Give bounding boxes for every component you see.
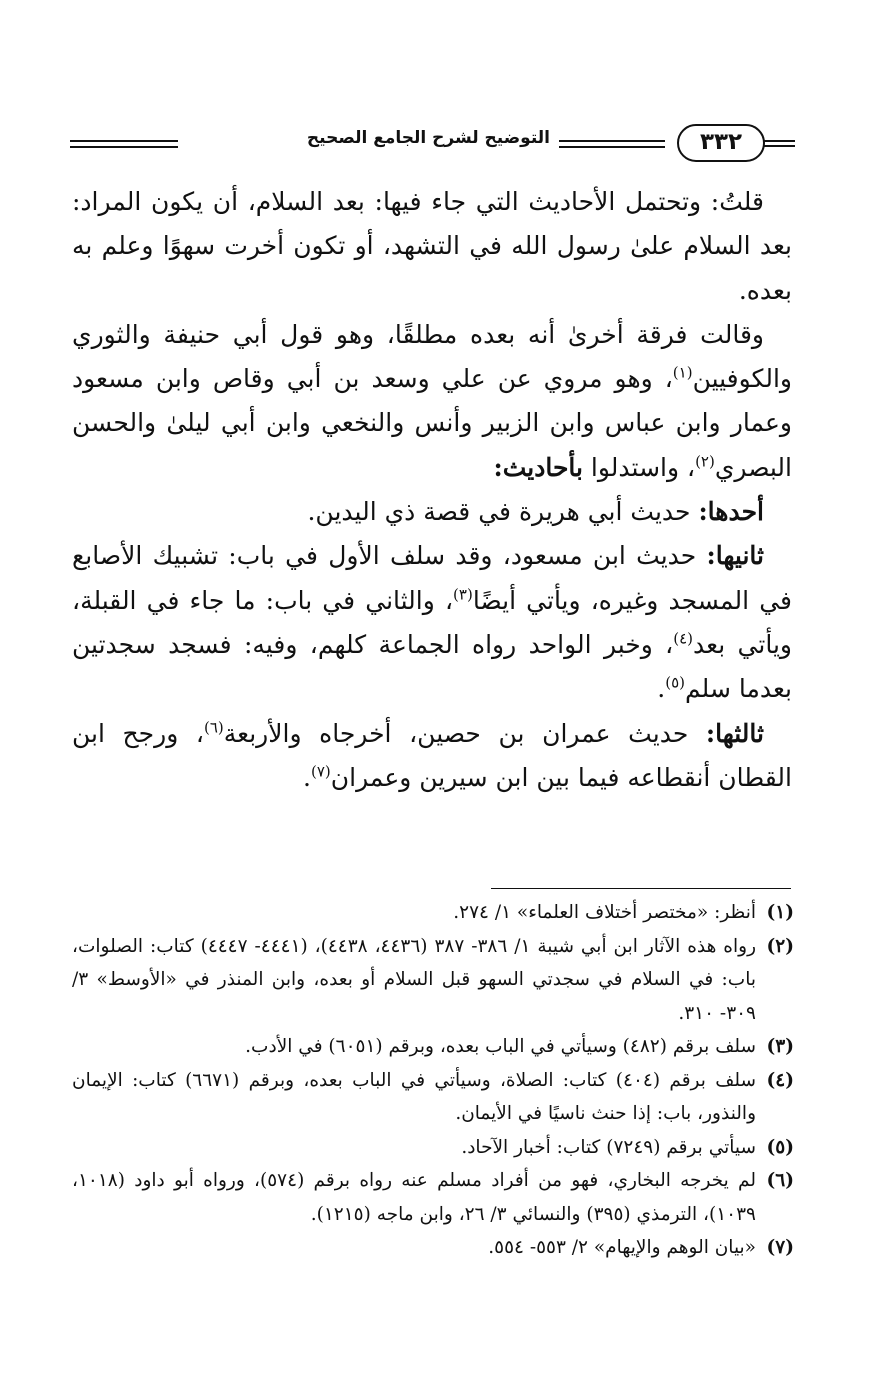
paragraph-5-text-c: .	[303, 762, 311, 792]
footnote-separator	[491, 888, 791, 889]
paragraph-5-text-b: ، ورجح ابن القطان أنقطاعه فيما بين ابن سيرين وعمران	[72, 718, 792, 792]
page-number: ٣٣٢	[677, 124, 765, 162]
page-header	[70, 122, 795, 168]
footnote-text: سيأتي برقم (٧٢٤٩) كتاب: أخبار الآحاد.	[461, 1136, 756, 1158]
footnote-number: (٦)	[766, 1170, 794, 1191]
paragraph-1: قلتُ: وتحتمل الأحاديث التي جاء فيها: بعد السلام، أن يكون المراد: بعد السلام علىٰ رسول الله في التشهد، أو تكون أخرت سهوًا وعلم به بعده.	[72, 187, 792, 305]
footnote-5	[72, 1131, 794, 1165]
footnote-4	[72, 1064, 794, 1131]
paragraph-2-text-b: ، وهو مروي عن علي وسعد بن أبي وقاص وابن مسعود وعمار وابن عباس وابن الزبير وأنس والنخعي وابن أبي ليلىٰ والحسن البصري	[72, 364, 792, 482]
footnote-7	[72, 1231, 794, 1265]
paragraph-5-lead: ثالثها:	[705, 718, 764, 748]
paragraph-3	[72, 490, 792, 534]
main-text	[72, 180, 792, 800]
paragraph-4-text-c: ، وخبر الواحد رواه الجماعة كلهم، وفيه: فسجد سجدتين بعدما سلم	[72, 629, 792, 704]
running-title: التوضيح لشرح الجامع الصحيح	[306, 128, 550, 148]
footnote-text: سلف برقم (٤٨٢) وسيأتي في الباب بعده، وبرقم (٦٠٥١) في الأدب.	[245, 1036, 756, 1057]
footnote-text: «بيان الوهم والإيهام» ٢/ ٥٥٣- ٥٥٤.	[488, 1237, 756, 1258]
footnote-ref-1[interactable]: (١)	[672, 363, 693, 382]
footnotes	[72, 896, 794, 1265]
paragraph-5	[72, 712, 792, 801]
paragraph-4-text-b: ، والثاني في باب: ما جاء في القبلة، ويأتي بعد	[72, 585, 792, 659]
footnote-6	[72, 1164, 794, 1231]
footnote-ref-5[interactable]: (٥)	[665, 673, 686, 692]
header-ornament-lead	[761, 140, 795, 147]
paragraph-2-text-c: ، واستدلوا	[582, 452, 696, 482]
header-rule-right	[559, 140, 665, 148]
paragraph-4	[72, 534, 792, 711]
footnote-number: (٥)	[766, 1136, 794, 1158]
footnote-ref-2[interactable]: (٢)	[695, 452, 715, 471]
paragraph-5-text-a: حديث عمران بن حصين، أخرجاه والأربعة	[223, 718, 706, 748]
footnote-3	[72, 1030, 794, 1064]
paragraph-2-text-a: وقالت فرقة أخرىٰ أنه بعده مطلقًا، وهو قول أبي حنيفة والثوري والكوفيين	[72, 319, 792, 394]
footnote-text: أنظر: «مختصر أختلاف العلماء» ١/ ٢٧٤.	[453, 902, 756, 923]
footnote-number: (٤)	[766, 1069, 794, 1091]
footnote-ref-6[interactable]: (٦)	[203, 718, 224, 737]
footnote-1	[72, 896, 794, 930]
footnote-number: (٣)	[766, 1036, 794, 1057]
paragraph-2-bold: بأحاديث:	[493, 452, 583, 482]
footnote-ref-4[interactable]: (٤)	[673, 629, 694, 648]
footnote-text: رواه هذه الآثار ابن أبي شيبة ١/ ٣٨٦- ٣٨٧ (٤٤٣٦، ٤٤٣٨)، (٤٤٤١- ٤٤٤٧) كتاب: الصلوات، باب: في السلام في سجدتي السهو قبل السلام أو بعده، وابن المنذر في «الأوسط» ٣/ ٣٠٩- ٣١٠.	[72, 935, 757, 1024]
footnote-text: سلف برقم (٤٠٤) كتاب: الصلاة، وسيأتي في الباب بعده، وبرقم (٦٦٧١) كتاب: الإيمان والنذور، باب: إذا حنث ناسيًا في الأيمان.	[72, 1069, 756, 1124]
header-rule-left	[70, 140, 178, 148]
footnote-ref-3[interactable]: (٣)	[453, 585, 473, 604]
paragraph-4-lead: ثانيها:	[706, 541, 764, 571]
footnote-text: لم يخرجه البخاري، فهو من أفراد مسلم عنه رواه برقم (٥٧٤)، ورواه أبو داود (١٠١٨، ١٠٣٩)، الترمذي (٣٩٥) والنسائي ٣/ ٢٦، وابن ماجه (١٢١٥).	[72, 1170, 756, 1225]
paragraph-4-text-a: حديث ابن مسعود، وقد سلف الأول في باب: تشبيك الأصابع في المسجد وغيره، ويأتي أيضًا	[72, 541, 792, 615]
footnote-number: (٧)	[766, 1237, 794, 1258]
paragraph-4-text-d: .	[657, 674, 666, 704]
paragraph-3-text: حديث أبي هريرة في قصة ذي اليدين.	[307, 497, 699, 527]
footnote-number: (٢)	[766, 935, 794, 957]
footnote-2	[72, 930, 794, 1031]
paragraph-3-lead: أحدها:	[698, 497, 764, 527]
paragraph-2	[72, 313, 792, 490]
footnote-ref-7[interactable]: (٧)	[311, 762, 331, 781]
footnote-number: (١)	[766, 902, 794, 923]
